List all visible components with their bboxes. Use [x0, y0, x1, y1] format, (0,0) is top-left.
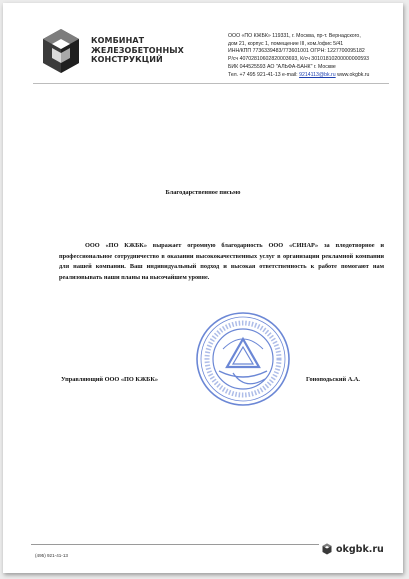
company-seal-stamp: [193, 309, 293, 409]
requisites-address-line-2: дом 21, корпус 1, помещение III, ком./офис 5/41: [228, 40, 344, 47]
footer-website[interactable]: [321, 543, 384, 555]
company-name-line-1: КОМБИНАТ: [91, 36, 145, 45]
requisites-bank-line: БИК 044525593 АО "АЛЬФА-БАНК" г. Москве: [228, 63, 336, 70]
website-text: www.okgbk.ru: [335, 71, 370, 78]
company-name-line-3: КОНСТРУКЦИЙ: [91, 55, 163, 64]
signatory-name: Гоноподьский А.А.: [306, 376, 360, 383]
footer-phone: (495) 921-41-13: [35, 553, 68, 558]
signatory-position: Управляющий ООО «ПО КЖБК»: [61, 376, 159, 383]
letter-page: [3, 3, 403, 573]
footer-website-text: okgbk.ru: [336, 543, 384, 555]
company-name: [91, 36, 221, 65]
kzhbk-logo-icon: [37, 27, 85, 75]
requisites-address-line: ООО «ПО КЖБК» 119331, г. Москва, пр-т. Вернадского,: [228, 33, 361, 39]
letter-title: Благодарственное письмо: [165, 189, 241, 196]
requisites-account-line: Р/сч 40702810602820003693, К/сч 30101810200000000593: [228, 56, 370, 63]
contact-phone-label: Тел. +7 495 921-41-13 e-mail:: [228, 71, 300, 78]
footer-divider: [31, 544, 319, 545]
requisites-inn-line: ИНН/КПП 7736339483/773601001 ОГРН: 1227700095182: [228, 48, 365, 55]
header-divider: [33, 83, 389, 84]
kzhbk-logo-icon: [321, 543, 333, 555]
letter-body: ООО «ПО КЖБК» выражает огромную благодарность ООО «СИНАР» за плодотворное и профессиональное сотрудничество в оказании высококачественных услуг в организации рекламной компании для нашей компании. Ваш индивидуальный подход и высокая ответственность к работе помогают нам реализовывать наши планы на высочайшем уровне.: [59, 242, 384, 281]
requisites-contact-line: [228, 72, 400, 80]
company-name-line-2: ЖЕЛЕЗОБЕТОННЫХ: [91, 45, 184, 55]
company-requisites: [228, 33, 400, 79]
email-link[interactable]: 9214113@bk.ru: [299, 71, 336, 78]
